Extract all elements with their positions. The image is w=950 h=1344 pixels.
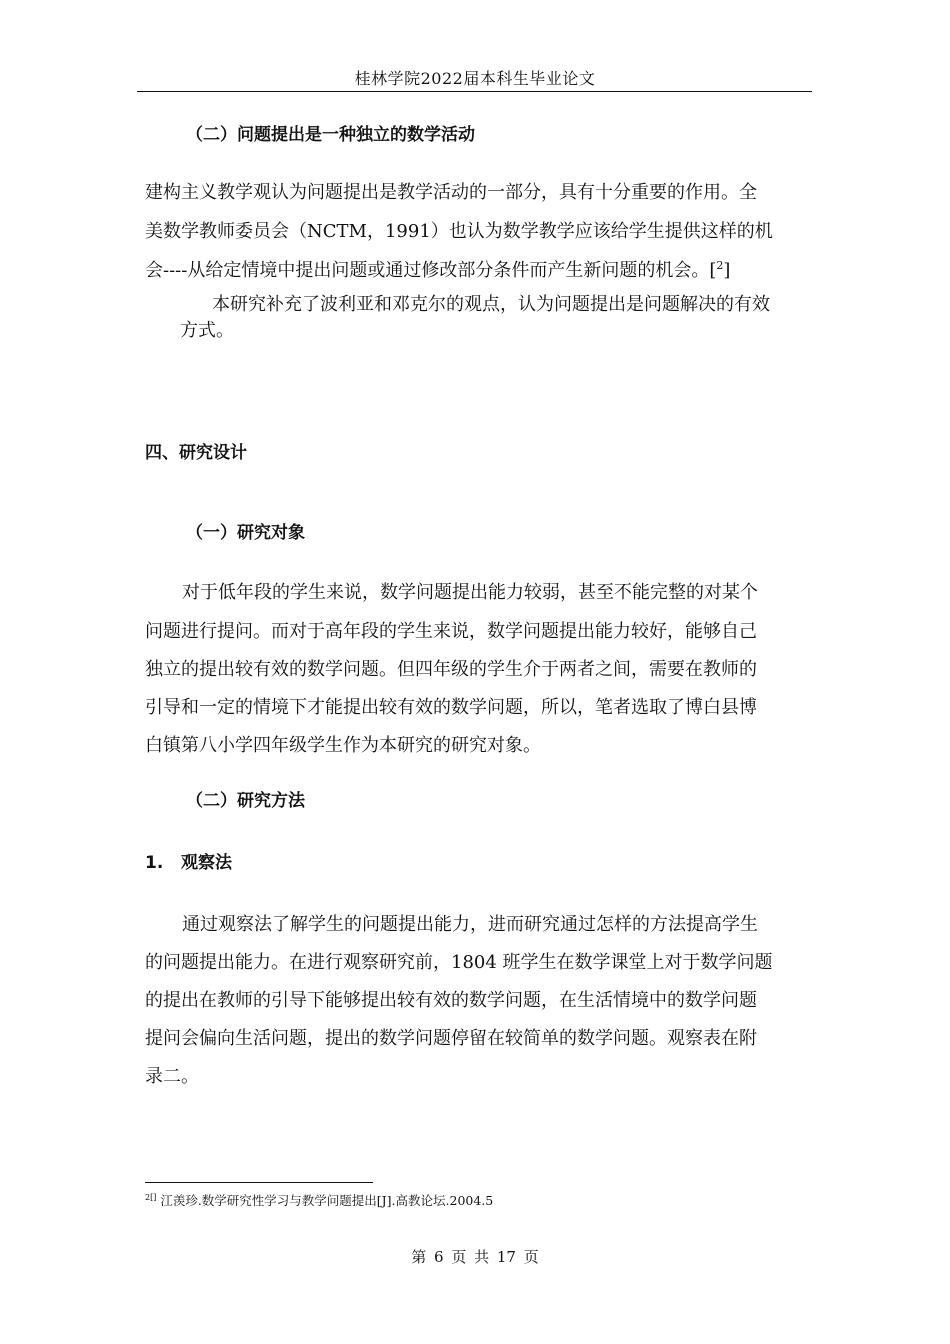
section-heading-research-subject: （一）研究对象 — [186, 523, 305, 543]
section-heading-independent-activity: （二）问题提出是一种独立的数学活动 — [186, 125, 475, 145]
paragraph-line: 对于低年段的学生来说，数学问题提出能力较弱，甚至不能完整的对某个 — [182, 582, 758, 603]
paragraph-line: 的提出在教师的引导下能够提出较有效的数学问题，在生活情境中的数学问题 — [145, 990, 757, 1011]
footnote-text: 江羡珍.数学研究性学习与教学问题提出[J].高教论坛.2004.5 — [156, 1193, 494, 1208]
footnote-marker: 2[] — [145, 1193, 157, 1202]
running-header: 桂林学院2022届本科生毕业论文 — [354, 69, 596, 88]
paragraph-text: 会----从给定情境中提出问题或通过修改部分条件而产生新问题的机会。[ — [145, 260, 717, 281]
paragraph-line: 建构主义教学观认为问题提出是教学活动的一部分，具有十分重要的作用。全 — [145, 182, 757, 203]
paragraph-line: 独立的提出较有效的数学问题。但四年级的学生介于两者之间，需要在教师的 — [145, 659, 757, 680]
paragraph-line: 美数学教师委员会（NCTM，1991）也认为数学教学应该给学生提供这样的机 — [145, 221, 773, 242]
citation-ref: 2 — [716, 259, 724, 272]
paragraph-line: 的问题提出能力。在进行观察研究前，1804 班学生在数学课堂上对于数学问题 — [145, 952, 773, 973]
paragraph-line-with-citation — [145, 256, 730, 282]
paragraph-line: 问题进行提问。而对于高年段的学生来说，数学问题提出能力较好，能够自己 — [145, 621, 757, 642]
paragraph-line: 本研究补充了波利亚和邓克尔的观点，认为问题提出是问题解决的有效 — [212, 294, 770, 315]
paragraph-line: 录二。 — [145, 1066, 199, 1087]
subsection-heading-observation: 1. 观察法 — [145, 853, 233, 873]
header-rule — [137, 91, 812, 92]
paragraph-line: 通过观察法了解学生的问题提出能力，进而研究通过怎样的方法提高学生 — [182, 914, 758, 935]
paragraph-line: 提问会偏向生活问题，提出的数学问题停留在较简单的数学问题。观察表在附 — [145, 1028, 757, 1049]
citation-bracket: ] — [723, 260, 731, 281]
page-number: 第 6 页 共 17 页 — [411, 1248, 539, 1266]
paragraph-line: 白镇第八小学四年级学生作为本研究的研究对象。 — [145, 735, 541, 756]
footnote — [145, 1191, 493, 1209]
chapter-heading-research-design: 四、研究设计 — [145, 443, 247, 463]
footnote-rule — [145, 1182, 373, 1183]
paragraph-line: 引导和一定的情境下才能提出较有效的数学问题，所以，笔者选取了博白县博 — [145, 697, 757, 718]
section-heading-research-method: （二）研究方法 — [186, 791, 305, 811]
paragraph-line: 方式。 — [180, 320, 234, 341]
